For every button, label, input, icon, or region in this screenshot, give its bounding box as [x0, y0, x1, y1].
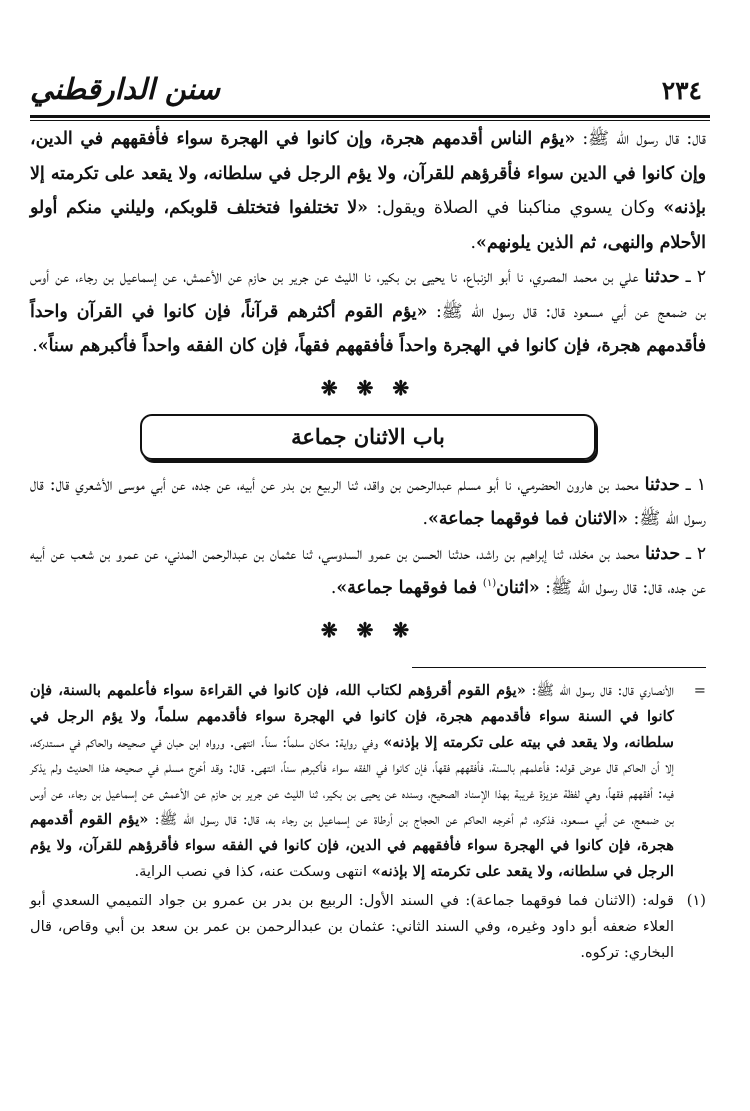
- footnotes: [30, 678, 706, 966]
- footnote-text: وفي رواية: مكان سلماً: سناً. انتهى. ورواه ابن حبان في صحيحه والحاكم في مستدركه، إلا أن الحاكم قال عوض قوله: فأعلمهم بالسنة، فأفقههم فقهاً، فإن كانوا في الفقه سواء فأكبرهم سناً، انتهى. قال: وقد أخرج مسلم في صحيحه هذا الحديث ولم يذكر فيه: أفقههم فقهاً، وهي لفظة عزيزة غريبة بهذا الإسناد الصحيح، وسنده عن يحيى بن بكير، ثنا الليث عن جرير بن حازم عن الأعمش عن إسماعيل بن رجاء، عن أوس بن ضمعج، عن أبي مسعود، فذكره، ثم أخرجه الحاكم عن الحجاج بن أرطاة عن إسماعيل بن رجاء به، قال: قال رسول الله ﷺ:: [30, 733, 675, 828]
- narration-text: محمد بن هارون الحضرمي، نا أبو مسلم عبدالرحمن بن واقد، ثنا الربيع بن بدر عن أبيه، عن جده، عن أبي موسى الأشعري قال: قال رسول الله ﷺ:: [30, 474, 706, 529]
- isnad-lead: حدثنا: [644, 474, 680, 495]
- main-text: [30, 122, 706, 654]
- hadith-paragraph: [30, 468, 706, 537]
- hadith-quote: فما فوقهما جماعة»: [336, 578, 483, 598]
- hadith-number: ١ ـ: [679, 474, 706, 495]
- continuation-mark: =: [693, 682, 706, 699]
- punctuation: .: [470, 232, 477, 253]
- footnote-text: قوله: (الاثنان فما فوقهما جماعة): في السند الأول: الربيع بن بدر بن عمرو بن جواد التميمي السعدي أبو العلاء ضعفه أبو داود وغيره، وفي السند الثاني: عثمان بن عبدالرحمن بن عمر بن سعد بن أبي وقاص، قال البخاري: تركوه.: [30, 892, 674, 961]
- hadith-paragraph: [30, 537, 706, 606]
- section-separator: ❋ ❋ ❋: [320, 617, 416, 642]
- footnote-rule: [412, 667, 706, 668]
- narration-text: محمد بن مخلد، ثنا إبراهيم بن راشد، حدثنا الحسن بن عمرو السدوسي، ثنا عثمان بن عبدالرحمن المدني، عن عمرو بن شعب عن أبيه عن جده، قال: قال رسول الله ﷺ:: [30, 543, 706, 598]
- book-title: سنن الدارقطني: [30, 72, 220, 106]
- hadith-paragraph: [30, 122, 706, 260]
- hadith-quote: «يؤم القوم أكثرهم قرآناً، فإن كانوا في القرآن واحداً فأقدمهم هجرة، فإن كانوا في الهجرة واحداً فأفقههم فقهاً، فإن كان الفقه واحداً فأكبرهم سناً»: [30, 301, 706, 356]
- footnote-text: انتهى وسكت عنه، كذا في نصب الراية.: [134, 862, 372, 880]
- header-rule: [30, 115, 710, 121]
- hadith-quote: «يؤم الناس أقدمهم هجرة، وإن كانوا في الهجرة سواء فأفقههم في الدين، وإن كانوا في الدين سواء فأقرؤهم للقرآن، ولا يؤم الرجل في سلطانه، ولا يقعد على تكرمته إلا بإذنه»: [30, 129, 706, 218]
- punctuation: .: [330, 578, 337, 598]
- hadith-quote: «الاثنان فما فوقهما جماعة»: [428, 509, 629, 529]
- hadith-quote: «يؤم القوم أقدمهم هجرة، فإن كانوا في الهجرة سواء فأفقههم في الدين، فإن كانوا في الفقه سواء فأقرؤهم للقرآن، ولا يؤم الرجل في سلطانه، ولا يقعد على تكرمته إلا بإذنه»: [30, 810, 674, 880]
- footnote-reference[interactable]: (١): [482, 578, 497, 590]
- footnote-1: [30, 888, 706, 965]
- page-header: [30, 68, 708, 118]
- hadith-quote: «لا تختلفوا فتختلف قلوبكم، وليلني منكم أولو الأحلام والنهى، ثم الذين يلونهم»: [30, 198, 706, 253]
- narration-text: وكان يسوي مناكبنا في الصلاة ويقول:: [367, 198, 664, 218]
- isnad-lead: حدثنا: [644, 267, 680, 287]
- punctuation: .: [32, 336, 38, 356]
- hadith-paragraph: [30, 260, 706, 364]
- hadith-quote: «يؤم القوم أقرؤهم لكتاب الله، فإن كانوا في القراءة سواء فأعلمهم بالسنة، فإن كانوا في السنة سواء فأقدمهم هجرة، فإن كانوا في الهجرة سواء فأقدمهم سلماً، ولا يؤم الرجل في سلطانه، ولا يقعد في بيته على تكرمته إلا بإذنه»: [30, 682, 674, 751]
- footnote-text: الأنصاري قال: قال رسول الله ﷺ:: [525, 682, 674, 699]
- section-separator: ❋ ❋ ❋: [320, 375, 416, 400]
- footnote-number: (١): [686, 892, 706, 910]
- punctuation: .: [422, 509, 429, 529]
- footnote-continuation: [30, 678, 706, 884]
- isnad-lead: حدثنا: [644, 543, 680, 564]
- hadith-number: ٢ ـ: [680, 543, 706, 564]
- hadith-number: ٢ ـ: [679, 267, 706, 287]
- narration-text: علي بن محمد المصري، نا أبو الزنباع، نا يحيى بن بكير، نا الليث عن جرير بن حازم عن الأعمش، عن إسماعيل بن رجاء، عن أوس بن ضمعج عن أبي مسعود قال: قال رسول الله ﷺ:: [30, 267, 706, 322]
- chapter-heading: باب الاثنان جماعة: [140, 414, 596, 460]
- hadith-quote: «اثنان: [496, 578, 540, 598]
- page-number: ٢٣٤: [661, 76, 702, 105]
- narration-text: قال: قال رسول الله ﷺ:: [575, 129, 706, 149]
